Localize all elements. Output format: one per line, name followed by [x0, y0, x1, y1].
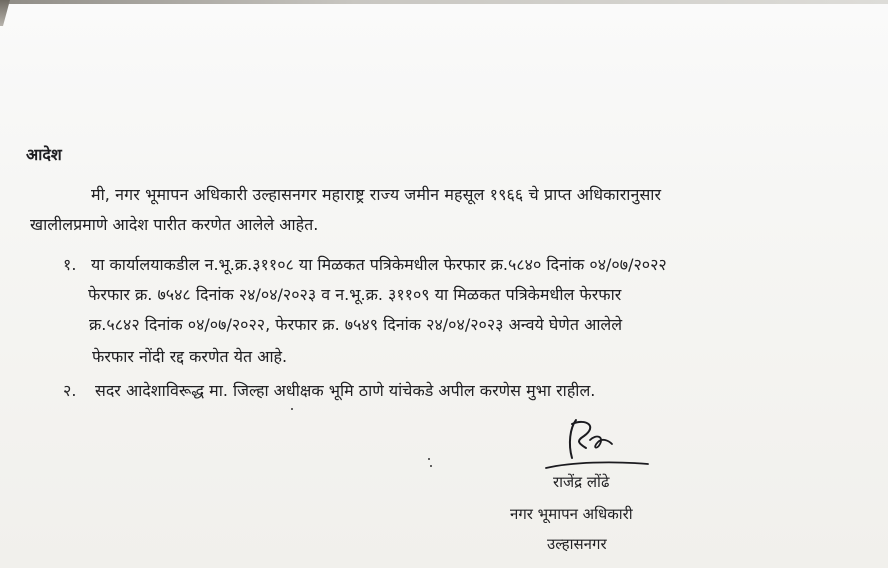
order-heading: आदेश	[26, 145, 62, 164]
page-corner-mark	[0, 0, 10, 26]
item-1-line1: या कार्यालयाकडील न.भू.क्र.३११०८ या मिळकत पत्रिकेमधील फेरफार क्र.५८४० दिनांक ०४/०७/२०२२	[91, 255, 667, 274]
signatory-place: उल्हासनगर	[547, 535, 607, 553]
item-2-line1: सदर आदेशाविरूद्ध मा. जिल्हा अधीक्षक भूमि ठाणे यांचेकडे अपील करणेस मुभा राहील.	[95, 381, 596, 400]
ink-speck	[428, 458, 430, 460]
signatory-title: नगर भूमापन अधिकारी	[510, 505, 633, 523]
signatory-name: राजेंद्र लोंढे	[553, 473, 610, 491]
ink-speck	[291, 408, 293, 410]
item-1-number: १.	[63, 255, 77, 274]
ink-speck	[430, 465, 432, 467]
item-1-line4: फेरफार नोंदी रद्द करणेत येत आहे.	[92, 347, 288, 366]
item-2-number: २.	[63, 381, 77, 400]
intro-paragraph-line2: खालीलप्रमाणे आदेश पारीत करणेत आलेले आहेत.	[30, 215, 319, 234]
item-1-line2: फेरफार क्र. ७५४८ दिनांक २४/०४/२०२३ व न.भू.क्र. ३११०९ या मिळकत पत्रिकेमधील फेरफार	[88, 285, 622, 304]
intro-paragraph-line1: मी, नगर भूमापन अधिकारी उल्हासनगर महाराष्ट्र राज्य जमीन महसूल १९६६ चे प्राप्त अधिकारानुसार	[91, 185, 662, 204]
signature-icon	[542, 414, 652, 470]
page-top-edge	[0, 0, 888, 4]
item-1-line3: क्र.५८४२ दिनांक ०४/०७/२०२२, फेरफार क्र. ७५४९ दिनांक २४/०४/२०२३ अन्वये घेणेत आलेले	[89, 315, 623, 334]
